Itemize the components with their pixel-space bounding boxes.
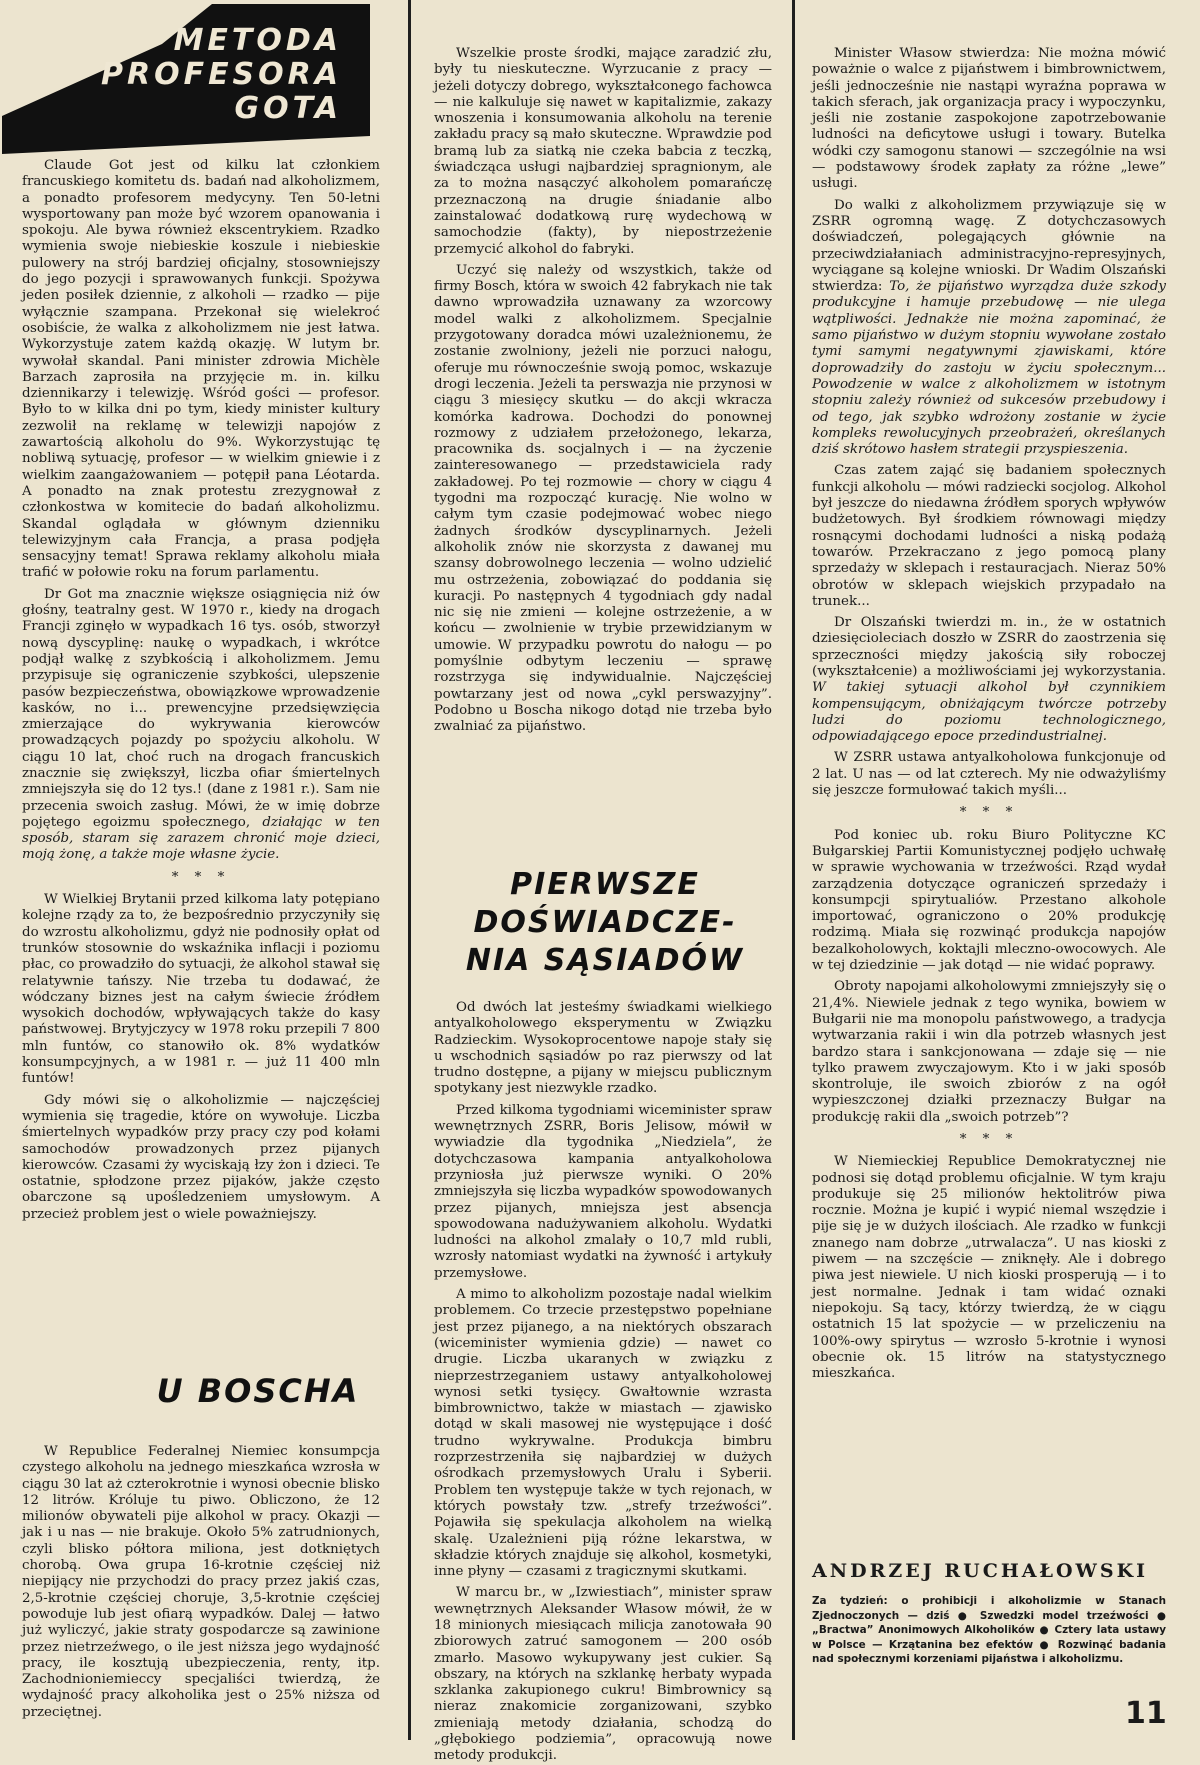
section-divider: * * * xyxy=(959,1132,1019,1147)
section-heading: U BOSCHA xyxy=(156,1372,360,1410)
article-metoda xyxy=(22,158,380,1223)
paragraph: W ZSRR ustawa antyalkoholowa funkcjonuje od 2 lat. U nas — od lat czterech. My nie odważyliśmy się jeszcze formułować takich myśli... xyxy=(812,750,1166,799)
paragraph-text: Dr Got ma znacznie większe osiągnięcia niż ów głośny, teatralny gest. W 1970 r., kiedy na drogach Francji zginęło w wypadkach 16 tys. osób, stworzył nową dyscyplinę: naukę o wypadkach, i wkrótce podjął walkę z szybkością i alkoholizmem. Jemu przypisuje się ograniczenie szybkości, ulepszenie pasów bezpieczeństwa, obowiązkowe wprowadzenie kasków, no i... prewencyjne przedsięwzięcia zmierzające do wykrywania kierowców prowadzących pojazdy po spożyciu alkoholu. W ciągu 10 lat, choć ruch na drogach francuskich znacznie się zwiększył, liczba ofiar śmiertelnych zmniejszyła się do 12 tys.! (dane z 1981 r.). Sam nie przecenia swoich zasług. Mówi, że w imię dobrze pojętego egoizmu społecznego, xyxy=(22,586,380,830)
paragraph: Pod koniec ub. roku Biuro Polityczne KC Bułgarskiej Partii Komunistycznej podjęło uchwałę w sprawie wychowania w trzeźwości. Rząd wydał zarządzenia dotyczące ograniczeń sprzedaży i konsumpcji spirytualiów. Przestano alkohole importować, ograniczono o 20% produkcję rodzimą. Miała się rozwinąć produkcja napojów bezalkoholowych, koktajli mleczno-owocowych. Ale w tej dziedzinie — jak dotąd — nie widać poprawy. xyxy=(812,827,1166,974)
paragraph-text: Dr Olszański twierdzi m. in., że w ostatnich dziesięcioleciach doszło w ZSRR do zaostrzenia się sprzeczności między jakością siły roboczej (wykształcenie) a możliwościami jej wykorzystania. xyxy=(812,615,1166,679)
paragraph: Wszelkie proste środki, mające zaradzić złu, były tu nieskuteczne. Wyrzucanie z pracy — jeżeli dotyczy dobrego, wykształconego fachowca — nie kalkuluje się nawet w kapitalizmie, zakazy wnoszenia i konsumowania alkoholu na terenie zakładu pracy są mało skuteczne. Wprawdzie pod bramą lub za siatką nie czeka babcia z teczką, świadcząca usługi najbardziej spragnionym, ale za to można nasączyć alkoholem pomarańczę przeznaczoną na drugie śniadanie albo zainstalować dodatkową rurę wydechową w samochodzie (fakty), by niepostrzeżenie przemycić alkohol do fabryki. xyxy=(434,46,772,257)
article-pierwsze-cont xyxy=(812,46,1166,1382)
paragraph: Obroty napojami alkoholowymi zmniejszyły się o 21,4%. Niewiele jednak z tego wynika, bowiem w Bułgarii nie ma monopolu państwowego, a tradycja wytwarzania rakii i win dla potrzeb własnych jest bardzo stara i sankcjonowana — zdaje się — nie tylko prawem zwyczajowym. Kto i w jaki sposób skontroluje, ile swoich zbiorów z na ogół wypieszczonej działki przeznaczy Bułgar na produkcję rakii dla „swoich potrzeb”? xyxy=(812,979,1166,1125)
paragraph: Gdy mówi się o alkoholizmie — najczęściej wymienia się tragedie, które on wywołuje. Liczba śmiertelnych wypadków przy pracy czy pod kołami samochodów prowadzonych przez pijanych kierowców. Czasami ży wyciskają łzy żon i dzieci. Te ostatnie, spłodzone przez pijaków, jakże często obarczone są upośledzeniem umysłowym. A przecież problem jest o wiele poważniejszy. xyxy=(22,1092,380,1222)
author-byline: ANDRZEJ RUCHAŁOWSKI xyxy=(812,1560,1149,1582)
heading-line: DOŚWIADCZE- xyxy=(473,905,737,940)
heading-line: PIERWSZE xyxy=(510,867,700,902)
paragraph xyxy=(812,615,1166,745)
title-banner xyxy=(2,4,370,154)
section-divider: * * * xyxy=(171,869,231,885)
title-line: PROFESORA xyxy=(100,57,342,92)
quote: W takiej sytuacji alkohol był czynnikiem kompensującym, obniżającym twórcze potrzeby ludzi do poziomu technologicznego, odpowiadającego epoce przedindustrialnej. xyxy=(812,680,1166,745)
article-boscha xyxy=(434,46,772,735)
page-number: 11 xyxy=(1125,1696,1167,1731)
section-divider: * * * xyxy=(959,805,1019,821)
article-pierwsze xyxy=(434,1000,772,1765)
article-boscha-start xyxy=(22,1444,380,1721)
quote: działając w ten sposób, staram się zarazem chronić moje dzieci, moją żonę, a także moje własne życie. xyxy=(22,814,380,863)
heading-line: NIA SĄSIADÓW xyxy=(465,943,745,978)
paragraph: Uczyć się należy od wszystkich, także od firmy Bosch, która w swoich 42 fabrykach nie tak dawno wprowadziła uznawany za wzorcowy model walki z alkoholizmem. Specjalnie przygotowany doradca mówi uzależnionemu, że zostanie zwolniony, jeżeli nie porzuci nałogu, oferuje mu równocześnie swoją pomoc, wskazuje drogi leczenia. Jeżeli ta perswazja nie przynosi w ciągu 3 miesięcy skutku — do akcji wkracza komórka kadrowa. Dochodzi do ponownej rozmowy z udziałem przełożonego, lekarza, pracownika ds. socjalnych i — na życzenie zainteresowanego — przedstawiciela rady zakładowej. Po tej rozmowie — chory w ciągu 4 tygodni ma rozpocząć kurację. Nie wolno w całym tym czasie podejmować wobec niego żadnych środków dyscyplinarnych. Jeżeli alkoholik znów nie skorzysta z dawanej mu szansy dobrowolnego leczenia — wolno udzielić mu ostrzeżenia, zobowiązać do poddania się kuracji. Po następnych 4 tygodniach gdy nadal nic się nie zmieni — kolejne ostrzeżenie, a w końcu — zwolnienie w trybie przewidzianym w umowie. W przypadku powrotu do nałogu — po pomyślnie odbytym leczeniu — sprawę rozstrzyga się indywidualnie. Najczęściej powtarzany jest od nowa „cykl perswazyjny”. Podobno u Boscha nikogo dotąd nie trzeba było zwalniać za pijaństwo. xyxy=(434,262,772,735)
paragraph xyxy=(812,198,1166,459)
paragraph xyxy=(22,587,380,864)
paragraph: Claude Got jest od kilku lat członkiem francuskiego komitetu ds. badań nad alkoholizmem, a ponadto profesorem medycyny. Ten 50-letni wysportowany pan może być wzorem opanowania i spokoju. Ale bywa również ekscentrykiem. Rzadko wymienia swoje niebieskie koszule i niebieskie pulowery na strój bardziej oficjalny, stosowniejszy do jego pozycji i sprawowanych funkcji. Spożywa jeden posiłek dziennie, z alkoholi — rzadko — pije wyłącznie szampana. Przekonał się wielekroć osobiście, że walka z alkoholizmem nie jest łatwa. Wykorzystuje zatem każdą okazję. W lutym br. wywołał skandal. Pani minister zdrowia Michèle Barzach zaprosiła na przyjęcie m. in. kilku dziennikarzy i telewizję. Wśród gości — profesor. Było to w kilka dni po tym, kiedy minister kultury zezwolił na reklamę w telewizji napojów z zawartością alkoholu do 9%. Wykorzystując tę nobliwą sytuację, profesor — w wielkim gniewie i z wielkim zaangażowaniem — potępił pana Léotarda. A ponadto na znak protestu zrezygnował z członkostwa w komitecie do badań alkoholizmu. Skandal oglądała w głównym dzienniku telewizyjnym cała Francja, a prasa podjęła sensacyjny temat! Sprawa reklamy alkoholu miała trafić w połowie roku na forum parlamentu. xyxy=(22,158,380,581)
title-line: GOTA xyxy=(234,91,342,126)
paragraph: W Wielkiej Brytanii przed kilkoma laty potępiano kolejne rządy za to, że bezpośrednio przyczyniły się do wzrostu alkoholizmu, gdyż nie podnosiły opłat od trunków stosownie do wskaźnika inflacji i poziomu płac, co prowadziło do sytuacji, że alkohol stawał się relatywnie tańszy. Nie trzeba tu dodawać, że wódczany biznes jest na całym świecie źródłem wysokich dochodów, wpływających także do kasy państwowej. Brytyjczycy w 1978 roku przepili 7 800 mln funtów, co stanowiło ok. 8% wydatków konsumpcyjnych, a w 1981 r. — już 11 400 mln funtów! xyxy=(22,892,380,1087)
paragraph: Od dwóch lat jesteśmy świadkami wielkiego antyalkoholowego eksperymentu w Związku Radzieckim. Wysokoprocentowe napoje stały się u wschodnich sąsiadów po raz pierwszy od lat trudno dostępne, a pijany w miejscu publicznym spotykany jest niezwykle rzadko. xyxy=(434,1000,772,1097)
paragraph: W Republice Federalnej Niemiec konsumpcja czystego alkoholu na jednego mieszkańca wzrosła w ciągu 30 lat aż czterokrotnie i wynosi obecnie blisko 12 litrów. Króluje tu piwo. Obliczono, że 12 milionów obywateli pije alkohol w pracy. Okazji — jak i u nas — nie brakuje. Około 5% zatrudnionych, czyli blisko półtora miliona, jest dotkniętych chorobą. Owa grupa 16-krotnie częściej niż niepijący nie przychodzi do pracy przez jakiś czas, 2,5-krotnie częściej choruje, 3,5-krotnie częściej powoduje lub jest ofiarą wypadków. Dalej — łatwo już wyliczyć, jakie straty gospodarcze są zawinione przez nietrzeźwego, o ile jest niższa jego wydajność pracy, ile kosztują ubezpieczenia, renty, itp. Zachodnioniemieccy specjaliści twierdzą, że wydajność pracy alkoholika jest o 25% niższa od przeciętnej. xyxy=(22,1444,380,1720)
column-rule xyxy=(792,0,795,1740)
paragraph: W Niemieckiej Republice Demokratycznej nie podnosi się dotąd problemu oficjalnie. W tym kraju produkuje się 25 milionów hektolitrów piwa rocznie. Można je kupić i wypić niemal wszędzie i pije się je w dużych ilościach. Ale rzadko w funkcji znanego nam dobrze „utrwalacza”. U nas kioski z piwem — na szczęście — zniknęły. Ale i dobrego piwa jest niewiele. U nich kioski prosperują — i to jest normalne. Jednak i tam widać oznaki niepokoju. Są tacy, którzy twierdzą, że w ciągu ostatnich 15 lat spożycie — w przeliczeniu na 100%-owy spirytus — wzrosło 5-krotnie i wynosi obecnie ok. 15 litrów na statystycznego mieszkańca. xyxy=(812,1154,1166,1382)
paragraph: Minister Własow stwierdza: Nie można mówić poważnie o walce z pijaństwem i bimbrownictwem, jeśli jednocześnie nie nastąpi wyraźna poprawa w takich sferach, jak organizacja pracy i wypoczynku, jeśli nie zostanie zaspokojone zapotrzebowanie ludności na deficytowe usługi i towary. Butelka wódki czy samogonu stanowi — szczególnie na wsi — podstawowy środek zapłaty za różne „lewe” usługi. xyxy=(812,46,1166,192)
section-heading xyxy=(432,866,778,980)
paragraph: Czas zatem zająć się badaniem społecznych funkcji alkoholu — mówi radziecki socjolog. Alkohol był jeszcze do niedawna źródłem sporych wpływów budżetowych. Był środkiem równowagi między rosnącymi dochodami ludności a niską podażą towarów. Przekraczano z jego pomocą plany sprzedaży w sklepach i restauracjach. Nieraz 50% obrotów w sklepach wiejskich przypadało na trunek... xyxy=(812,463,1166,609)
paragraph-text: Do walki z alkoholizmem przywiązuje się w ZSRR ogromną wagę. Z dotychczasowych doświadczeń, polegających głównie na przeciwdziałaniach administracyjno-represyjnych, wyciągane są kolejne wnioski. Dr Wadim Olszański stwierdza: xyxy=(812,197,1166,295)
article-title xyxy=(101,24,342,126)
paragraph: W marcu br., w „Izwiestiach”, minister spraw wewnętrznych Aleksander Własow mówił, że w 18 minionych miesiącach milicja zanotowała 90 zbiorowych zatruć samogonem — 200 osób zmarło. Masowo wykupywany jest cukier. Są obszary, na których na szklankę herbaty wypada szklanka zakupionego cukru! Bimbrownicy są nieraz znakomicie zorganizowani, szybko zmieniają metody działania, schodzą do „głębokiego podziemia”, opracowują nowe metody produkcji. xyxy=(434,1585,772,1764)
quote: To, że pijaństwo wyrządza duże szkody produkcyjne i hamuje przebudowę — nie ulega wątpliwości. Jednakże nie można zapominać, że samo pijaństwo w dużym stopniu wywołane zostało tymi samymi negatywnymi zjawiskami, które doprowadziły do zastoju w życiu społecznym... Powodzenie w walce z alkoholizmem w istotnym stopniu zależy również od sukcesów przebudowy i od tego, jak szybko wdrożony zostanie w życie kompleks rewolucyjnych przeobrażeń, określanych dziś skrótowo hasłem strategii przyspieszenia. xyxy=(812,279,1166,458)
column-rule xyxy=(408,0,411,1740)
next-week-note: Za tydzień: o prohibicji i alkoholizmie w Stanach Zjednoczonych — dziś ● Szwedzki model trzeźwości ● „Bractwa” Anonimowych Alkoholików ● Cztery lata ustawy w Polsce — Krzątanina bez efektów ● Rozwinąć badania nad społecznymi korzeniami pijaństwa i alkoholizmu. xyxy=(812,1595,1166,1665)
paragraph: A mimo to alkoholizm pozostaje nadal wielkim problemem. Co trzecie przestępstwo popełniane jest przez pijanego, a na niektórych obszarach (wiceminister wymienia gdzie) — nawet co drugie. Liczba ukaranych w związku z nieprzestrzeganiem ustawy antyalkoholowej wynosi setki tysięcy. Gwałtownie wzrasta bimbrownictwo, także w miastach — zjawisko dotąd w skali masowej nie występujące i dość trudno wykrywalne. Produkcja bimbru rozprzestrzeniła się najbardziej w dużych ośrodkach przemysłowych Uralu i Syberii. Problem ten występuje także w tych rejonach, w których powstały tzw. „strefy trzeźwości”. Pojawiła się spekulacja alkoholem na wielką skalę. Uzależnieni piją różne lekarstwa, w składzie których znajduje się alkohol, kosmetyki, inne płyny — czasami z tragicznymi skutkami. xyxy=(434,1287,772,1580)
paragraph: Przed kilkoma tygodniami wiceminister spraw wewnętrznych ZSRR, Boris Jelisow, mówił w wywiadzie dla tygodnika „Niedziela”, że dotychczasowa kampania antyalkoholowa przyniosła już pierwsze wyniki. O 20% zmniejszyła się liczba wypadków spowodowanych przez pijanych, mniejsza jest absencja spowodowana nadużywaniem alkoholu. Wydatki ludności na alkohol zmalały o 10,7 mld rubli, wzrosły natomiast wydatki na żywność i artykuły przemysłowe. xyxy=(434,1102,772,1281)
title-line: METODA xyxy=(173,23,342,58)
